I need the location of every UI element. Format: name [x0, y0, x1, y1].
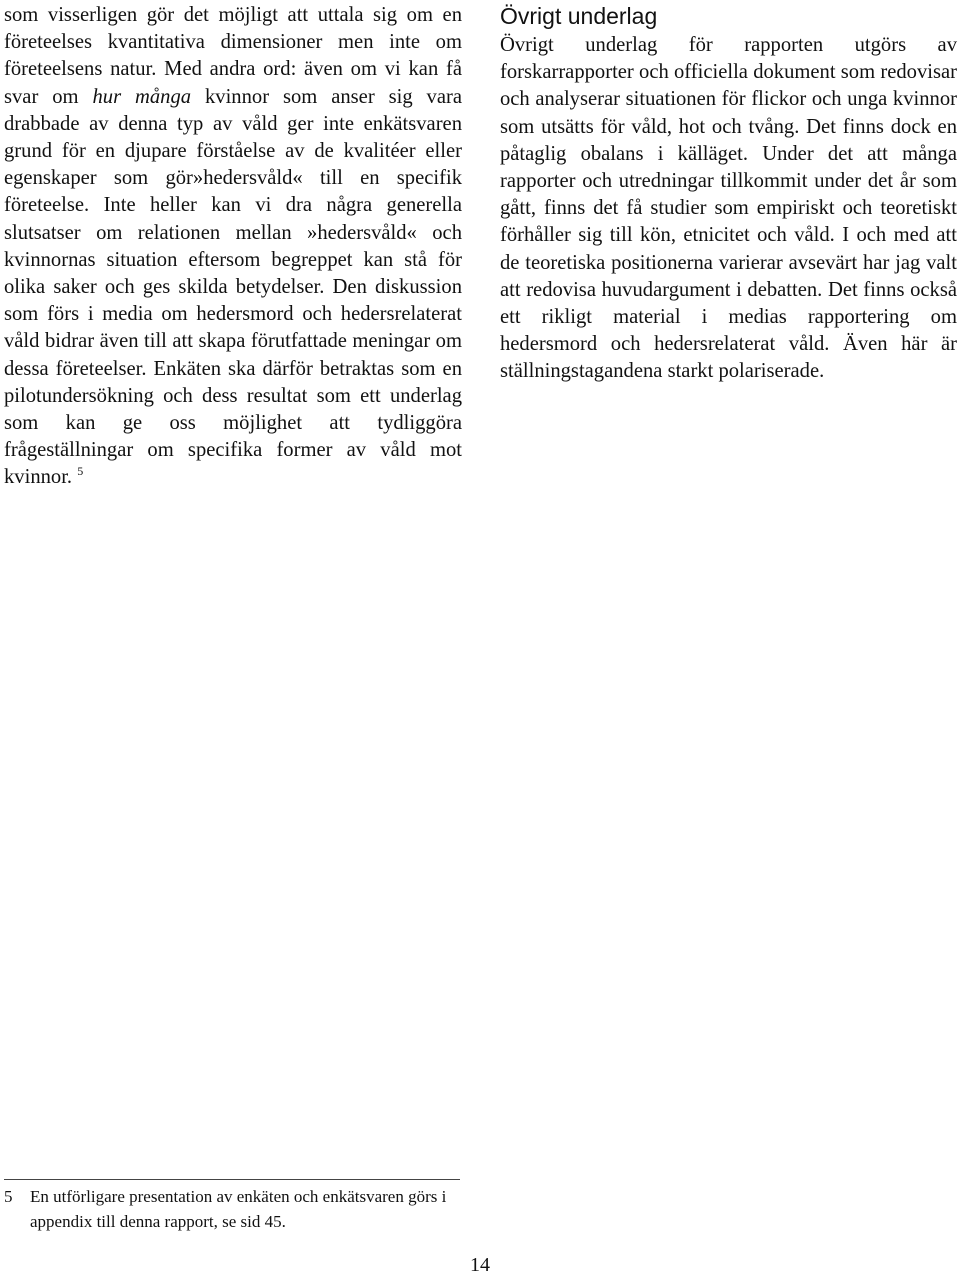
footnote-number: 5 [4, 1187, 13, 1206]
text-segment: kvinnor som anser sig vara drabbade av denna typ av våld ger inte enkätsvaren grund för en djupare förståelse av de kvalitéer eller egenskaper som gör»hedersvåld« till en specifik företeelse. Inte heller kan vi dra några generella slutsatser om relationen mellan »hedersvåld« och kvinnornas situation eftersom begreppet kan stå för olika saker och ges skilda betydelser. Den diskussion som förs i media om hedersmord och hedersrelaterat våld bidrar även till att skapa förutfattade meningar om dessa företeelser. Enkäten ska därför betraktas som en pilotundersökning och dess resultat som ett underlag som kan ge oss möjlighet att tydliggöra frågeställningar om specifika former av våld mot kvinnor. [4, 85, 462, 489]
footnote [4, 1184, 464, 1234]
right-column [500, 2, 957, 386]
body-paragraph: Övrigt underlag för rapporten utgörs av forskarrapporter och officiella dokument som redovisar och analyserar situationen för flickor och unga kvinnor som utsätts för våld, hot och tvång. Det finns dock en påtaglig obalans i källäget. Under det att många rapporter och utredningar tillkommit under det år som gått, finns det få studier som empiriskt och teoretiskt förhåller sig till kön, etnicitet och våld. I och med att de teoretiska positionerna varierar avsevärt har jag valt att redovisa huvudargument i debatten. Det finns också ett rikligt material i medias rapportering om hedersmord och hedersrelaterat våld. Även här är ställningstagandena starkt polariserade. [500, 34, 957, 383]
footnote-text: En utförligare presentation av enkäten och enkätsvaren görs i appendix till denna rapport, se sid 45. [30, 1187, 447, 1231]
text-segment: som visserligen gör det möjligt att uttala sig om en företeelses kvantitativa dimensioner men inte om företeelsens natur. Med andra ord: även om vi kan få svar om [4, 4, 462, 108]
footnote-divider [4, 1179, 460, 1180]
emphasis-text: hur många [92, 85, 192, 108]
left-column [4, 2, 462, 492]
page-number: 14 [470, 1254, 490, 1276]
footnote-reference[interactable]: 5 [77, 464, 84, 479]
body-paragraph [4, 2, 462, 492]
section-heading: Övrigt underlag [500, 3, 658, 29]
